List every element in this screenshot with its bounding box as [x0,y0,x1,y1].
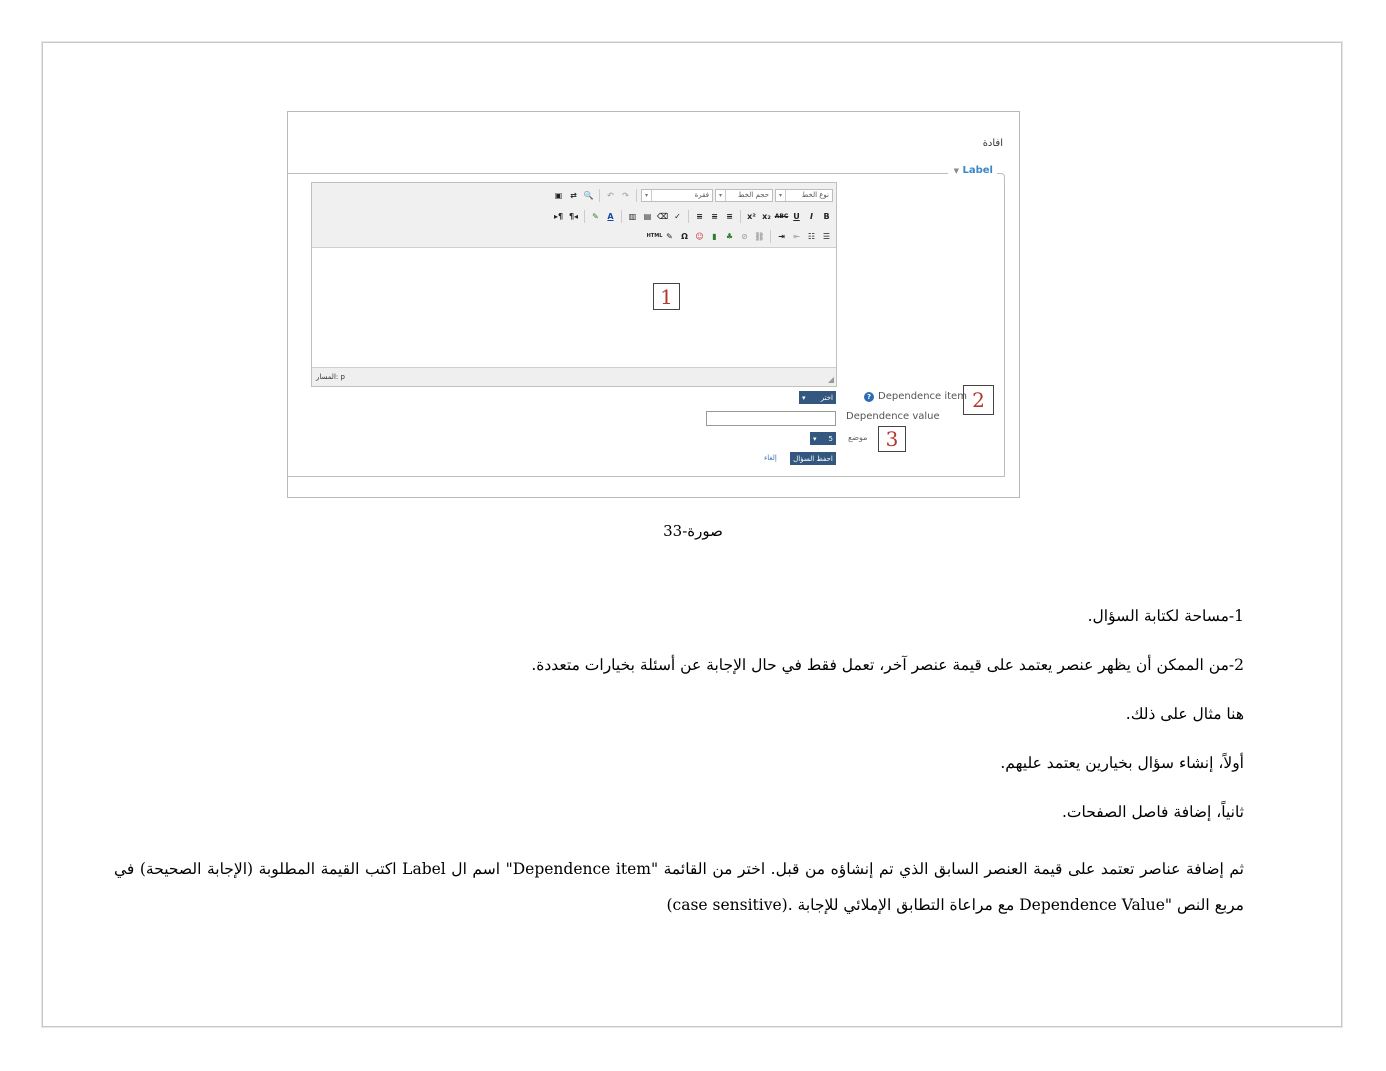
label-legend[interactable]: ▼ Label [948,165,997,176]
resize-grip-icon[interactable]: ◢ [827,375,834,384]
bold-icon[interactable]: B [823,211,830,221]
image-icon[interactable]: ♣ [725,231,734,241]
dependence-item-select[interactable]: ▾ اختر [799,391,836,404]
strikethrough-icon[interactable]: ABC [774,212,789,220]
paragraph-4: أولاً، إنشاء سؤال بخيارين يعتمد عليهم. [1000,754,1244,772]
paste-text-icon[interactable]: ▥ [628,211,637,221]
subscript-icon[interactable]: x₂ [762,211,771,221]
help-icon[interactable]: ? [864,392,874,402]
align-left-icon[interactable]: ≡ [726,211,733,221]
find-icon[interactable]: 🔍 [583,190,594,200]
undo-icon[interactable]: ↶ [607,190,614,200]
emoticon-icon[interactable]: ☺ [695,231,704,241]
special-char-icon[interactable]: Ω [681,231,688,241]
paragraph-6: ثم إضافة عناصر تعتمد على قيمة العنصر السابق الذي تم إنشاؤه من قبل. اختر من القائمة "Dependence item" اسم ال Label اكتب القيمة المطلوبة (الإجابة الصحيحة) في مربع النص "Dependence Value مع مراعاة التطابق الإملائي للإجابة .(case sensitive) [114,860,1244,914]
dependence-value-input[interactable] [706,411,836,426]
editor-toolbar [312,183,836,248]
embedded-screenshot [287,111,1020,498]
editor-textarea[interactable] [312,247,836,369]
font-family-select[interactable]: ▾ نوع الخط [775,189,833,202]
collapse-icon: ▼ [953,167,960,175]
dropdown-arrow-icon: ▾ [813,434,817,443]
highlight-icon[interactable]: ✎ [592,211,599,221]
edit-icon[interactable]: ✎ [666,231,673,241]
media-icon[interactable]: ▮ [712,231,717,241]
font-size-select[interactable]: ▾ حجم الخط [715,189,773,202]
unlink-icon[interactable]: ⊘ [741,231,748,241]
bullet-list-icon[interactable]: ☰ [822,231,831,241]
dropdown-arrow-icon: ▾ [802,393,806,402]
paragraph-1: 1-مساحة لكتابة السؤال. [1087,607,1244,625]
form-title: افادة [982,138,1003,149]
indent-icon[interactable]: ⇥ [778,231,785,241]
italic-icon[interactable]: I [810,211,813,221]
html-icon[interactable]: HTML [646,233,663,239]
callout-2: 2 [963,385,994,415]
align-right-icon[interactable]: ≡ [696,211,703,221]
clean-icon[interactable]: ✓ [674,211,681,221]
text-color-icon[interactable]: A [607,211,614,221]
dependence-item-label: ? Dependence item [864,391,967,402]
order-label: موضع [848,433,868,442]
outdent-icon[interactable]: ⇤ [793,231,800,241]
order-select[interactable]: ▾ 5 [810,432,836,445]
ltr-icon[interactable]: ▸¶ [553,211,564,221]
rtl-icon[interactable]: ¶◂ [568,211,579,221]
replace-icon[interactable]: ⇄ [570,190,577,200]
callout-3: 3 [878,426,906,452]
editor-status-bar: المسار: p ◢ [312,367,836,386]
save-question-button[interactable]: احفظ السؤال [790,452,836,465]
underline-icon[interactable]: U [793,211,800,221]
figure-caption: صورة-33 [663,522,723,540]
cancel-link[interactable]: إلغاء [764,454,777,462]
paragraph-5: ثانياً، إضافة فاصل الصفحات. [1061,803,1244,821]
link-icon[interactable]: ⛓ [754,231,765,241]
superscript-icon[interactable]: x² [747,211,756,221]
align-center-icon[interactable]: ≡ [711,211,718,221]
numbered-list-icon[interactable]: ☷ [807,231,816,241]
dependence-value-label: Dependence value [846,411,940,422]
paragraph-2: 2-من الممكن أن يظهر عنصر يعتمد على قيمة عنصر آخر، تعمل فقط في حال الإجابة عن أسئلة بخيارات متعددة. [531,656,1244,674]
redo-icon[interactable]: ↷ [622,190,629,200]
callout-1: 1 [653,283,680,310]
paragraph-select[interactable]: ▾ فقرة [641,189,713,202]
eraser-icon[interactable]: ⌫ [656,211,669,221]
paste-word-icon[interactable]: ▤ [643,211,652,221]
fullscreen-icon[interactable]: ▣ [554,190,563,200]
paragraph-3: هنا مثال على ذلك. [1125,705,1244,723]
rich-text-editor [311,182,837,387]
